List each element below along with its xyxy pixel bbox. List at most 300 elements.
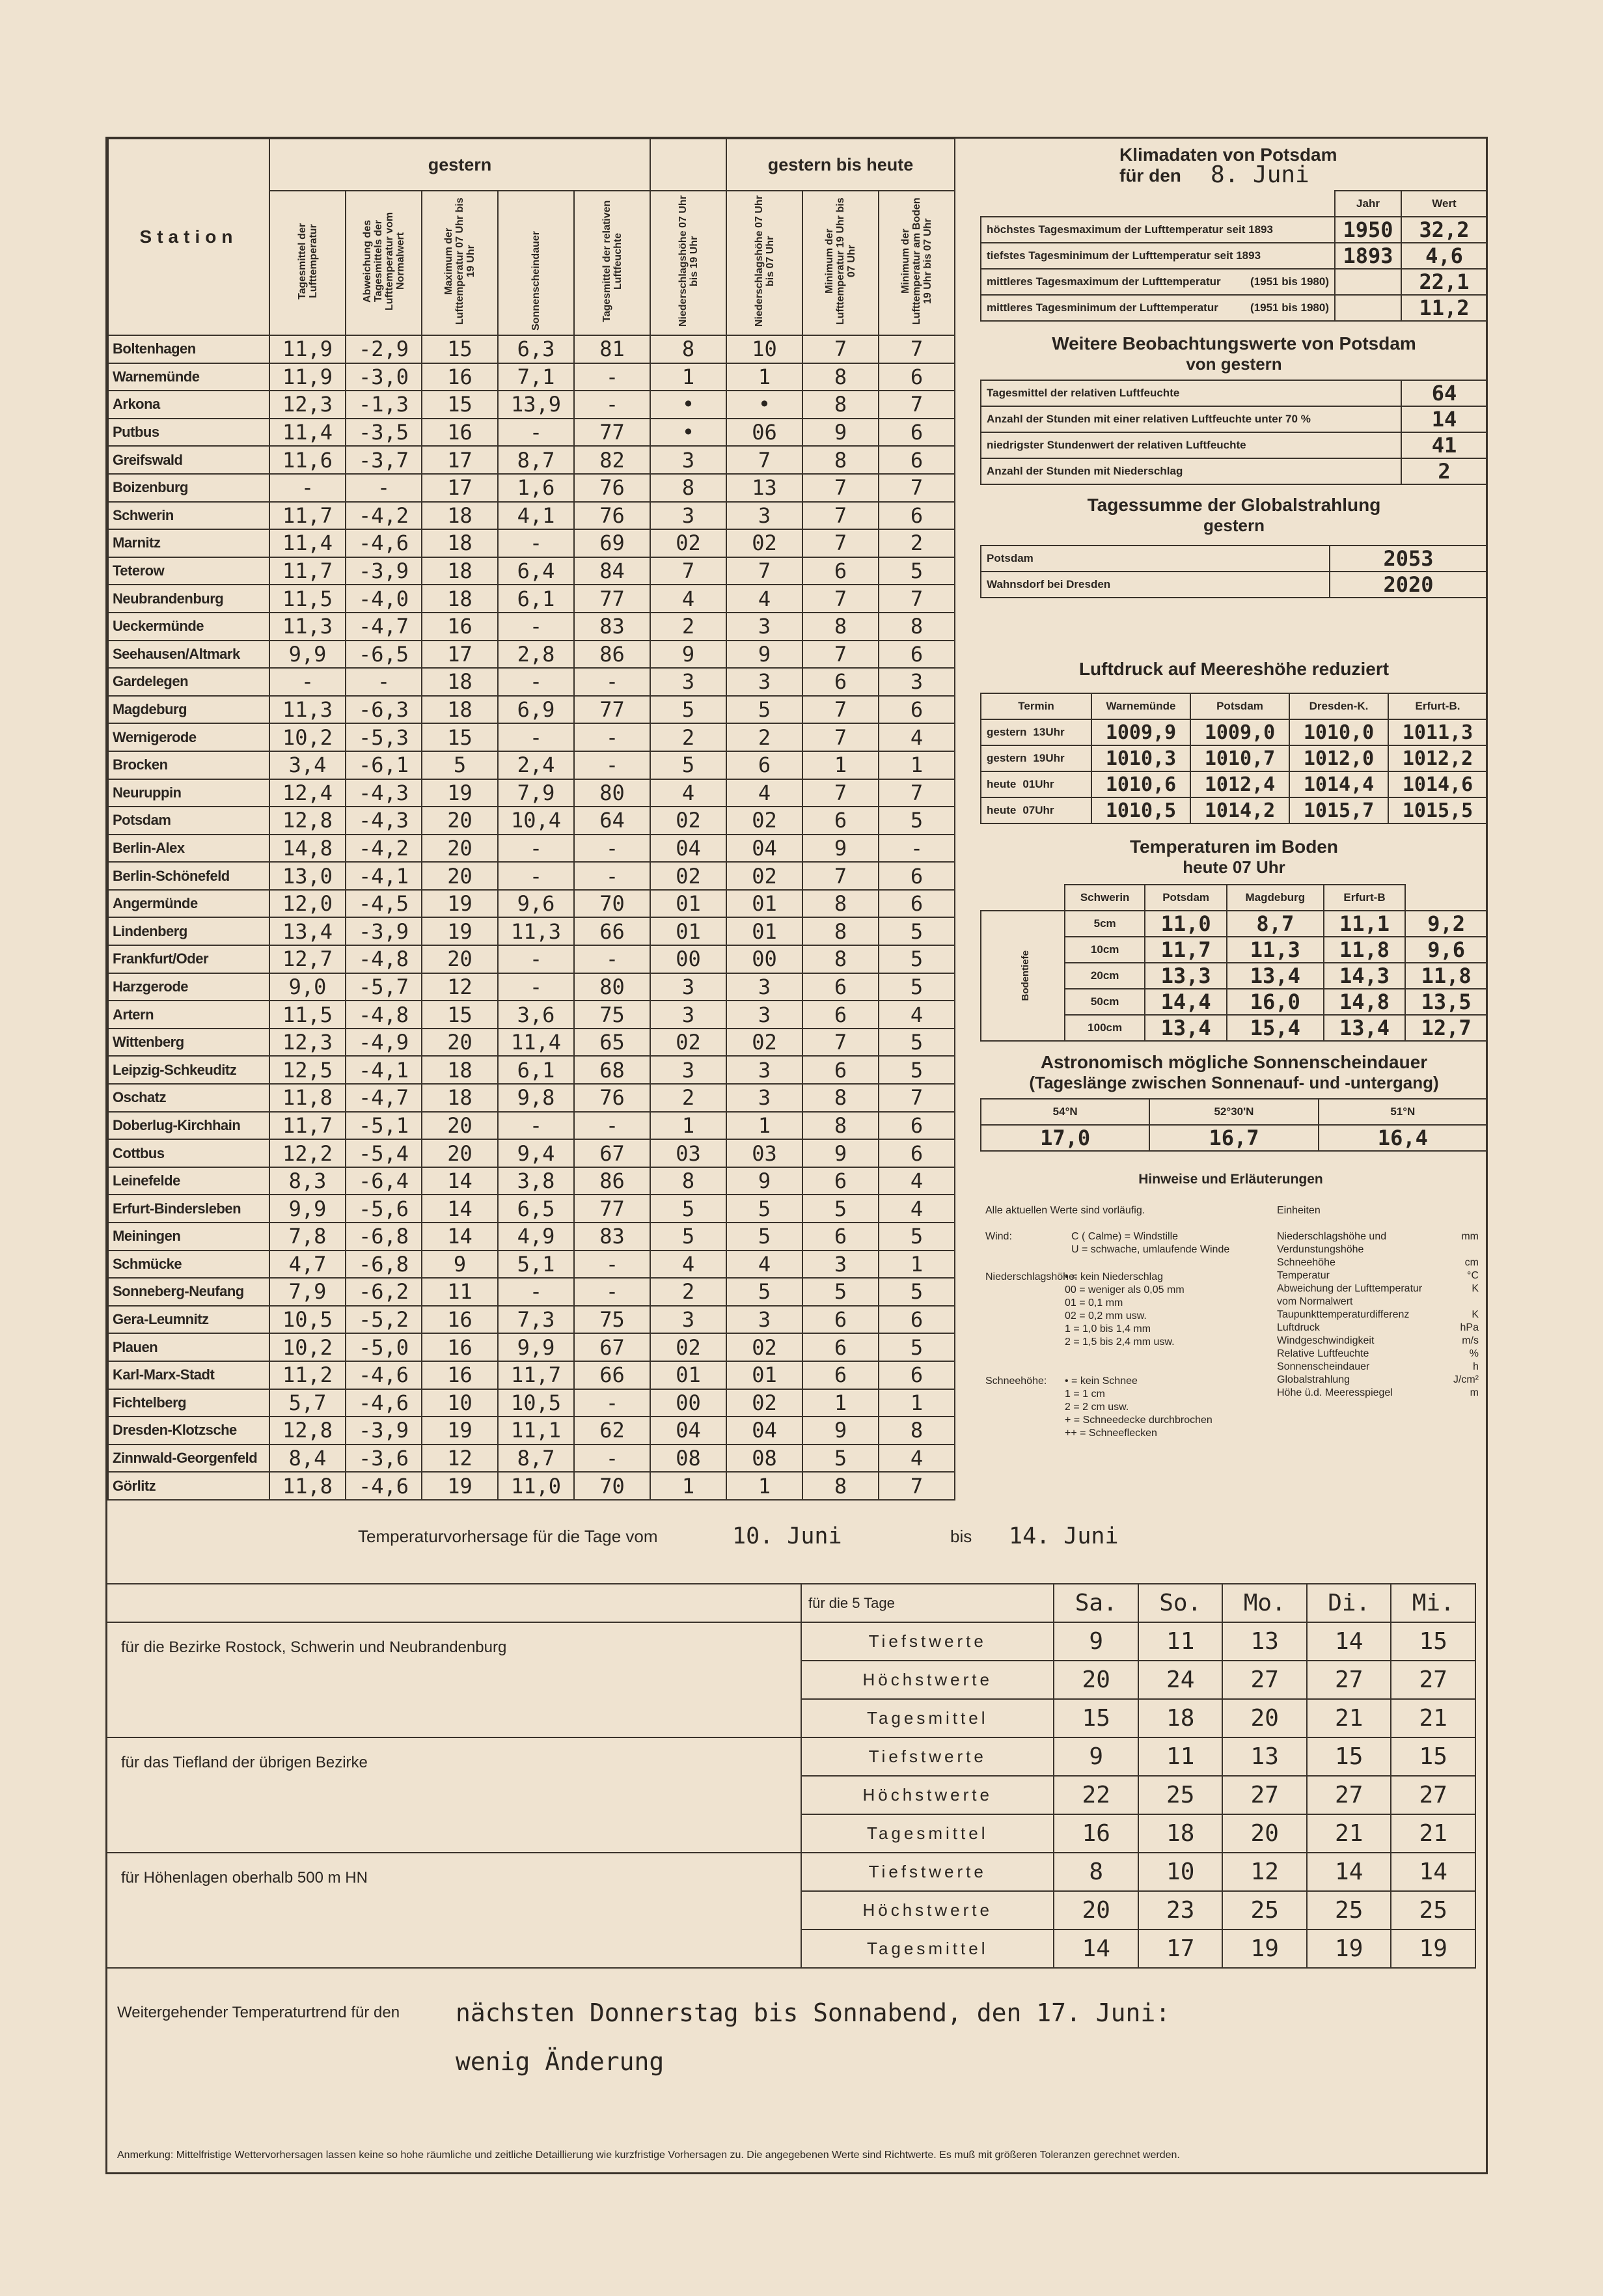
forecast-value: 11 (1138, 1737, 1223, 1776)
station-value: - (574, 1112, 650, 1140)
forecast-row-label: Tiefstwerte (801, 1622, 1054, 1661)
station-value: -3,0 (346, 363, 422, 391)
station-row (108, 1084, 955, 1112)
station-value: - (574, 835, 650, 863)
station-value: 76 (574, 1084, 650, 1112)
climate-year (1335, 295, 1401, 321)
station-value: 77 (574, 585, 650, 613)
station-row (108, 1223, 955, 1251)
station-value: 3 (726, 973, 802, 1001)
station-value: 16 (422, 1361, 498, 1389)
sunshine-panel (980, 1048, 1488, 1152)
forecast-value: 27 (1391, 1661, 1475, 1699)
station-value: -6,1 (346, 751, 422, 779)
station-value: -3,5 (346, 419, 422, 447)
unit-line (1277, 1282, 1479, 1308)
column-header-text: Abweichung des Tagesmittels der Lufttemperatur vom Normalwert (361, 212, 406, 311)
radiation-table (980, 545, 1488, 598)
note-line: 1 = 1,0 bis 1,4 mm (1065, 1323, 1151, 1335)
column-header (879, 191, 955, 335)
soil-value: 8,7 (1227, 911, 1324, 937)
soil-value: 14,4 (1145, 989, 1227, 1015)
forecast-value: 19 (1307, 1929, 1391, 1968)
group-yesterday: gestern (269, 139, 650, 191)
column-header (269, 191, 346, 335)
station-value: 7 (802, 696, 879, 724)
station-value: - (498, 419, 574, 447)
soil-value: 9,2 (1405, 911, 1487, 937)
climate-value: 32,2 (1401, 217, 1487, 243)
radiation-label: Potsdam (981, 546, 1330, 572)
station-value: 70 (574, 1472, 650, 1500)
soil-value: 12,7 (1405, 1015, 1487, 1041)
notes-intro: Alle aktuellen Werte sind vorläufig. (985, 1205, 1145, 1216)
forecast-from: 10. Juni (732, 1523, 842, 1549)
station-value: 9,6 (498, 890, 574, 918)
station-value: 6,1 (498, 1056, 574, 1084)
sunshine-value: 16,4 (1319, 1125, 1487, 1151)
precip-label: Niederschlagshöhe: (985, 1271, 1078, 1282)
station-value: 11,7 (498, 1361, 574, 1389)
station-value: 04 (726, 835, 802, 863)
forecast-value: 18 (1138, 1814, 1223, 1853)
station-value: - (269, 474, 346, 502)
pressure-header: Erfurt-B. (1388, 693, 1487, 719)
station-value: 19 (422, 1417, 498, 1445)
pressure-term (981, 719, 1091, 745)
station-value: - (574, 363, 650, 391)
station-value: 66 (574, 1361, 650, 1389)
forecast-value: 19 (1391, 1929, 1475, 1968)
station-value: 6 (802, 1223, 879, 1251)
station-value: - (498, 1278, 574, 1306)
unit-line (1277, 1348, 1479, 1361)
station-value: 2 (650, 1278, 726, 1306)
station-value: 6,9 (498, 696, 574, 724)
pressure-row (981, 745, 1487, 771)
unit-line (1277, 1335, 1479, 1348)
station-row (108, 391, 955, 419)
station-value: 02 (650, 862, 726, 890)
station-value: 18 (422, 1056, 498, 1084)
column-header (422, 191, 498, 335)
station-value: 15 (422, 1001, 498, 1029)
forecast-to: 14. Juni (1009, 1523, 1119, 1549)
radiation-title: Tagessumme der Globalstrahlung (1087, 495, 1381, 515)
station-value: -4,2 (346, 835, 422, 863)
station-name: Potsdam (108, 807, 269, 835)
station-value: 70 (574, 890, 650, 918)
pressure-value: 1012,2 (1388, 745, 1487, 771)
station-value: -4,1 (346, 862, 422, 890)
station-value: -4,8 (346, 1001, 422, 1029)
station-value: 3 (650, 446, 726, 474)
soil-depth: 5cm (1065, 911, 1145, 937)
station-value: 02 (726, 807, 802, 835)
station-row (108, 335, 955, 363)
unit-name: Globalstrahlung (1277, 1374, 1350, 1385)
pressure-day: heute (987, 778, 1017, 790)
station-value: 5 (726, 1278, 802, 1306)
station-value: -4,8 (346, 945, 422, 973)
station-name: Lindenberg (108, 917, 269, 945)
climate-label (981, 217, 1335, 243)
station-value: 67 (574, 1333, 650, 1361)
forecast-until-word: bis (950, 1527, 972, 1546)
station-value: 16 (422, 363, 498, 391)
unit-line (1277, 1230, 1479, 1256)
station-value: 15 (422, 335, 498, 363)
radiation-value: 2053 (1330, 546, 1487, 572)
station-value: 15 (422, 391, 498, 419)
station-row (108, 779, 955, 807)
station-row (108, 696, 955, 724)
soil-value: 11,1 (1324, 911, 1406, 937)
station-value: 5,7 (269, 1389, 346, 1417)
station-value: - (498, 723, 574, 751)
station-value: 13 (726, 474, 802, 502)
station-value: 3 (726, 1084, 802, 1112)
station-value: 9 (802, 419, 879, 447)
note-line: 1 = 1 cm (1065, 1389, 1105, 1400)
station-value: 77 (574, 419, 650, 447)
observations-subtitle: von gestern (1186, 354, 1282, 374)
unit-name: Luftdruck (1277, 1322, 1320, 1333)
station-value: 12,4 (269, 779, 346, 807)
observation-value: 41 (1401, 432, 1487, 458)
radiation-panel (980, 488, 1488, 598)
station-row (108, 529, 955, 557)
notes-panel (980, 1165, 1481, 1452)
unit-symbol: cm (1464, 1257, 1479, 1268)
station-value: 03 (726, 1139, 802, 1167)
climate-row (981, 243, 1487, 269)
station-value: 5 (879, 1223, 955, 1251)
climate-value: 4,6 (1401, 243, 1487, 269)
station-value: -5,4 (346, 1139, 422, 1167)
station-value: • (650, 419, 726, 447)
station-value: - (346, 668, 422, 696)
station-value: 10,5 (498, 1389, 574, 1417)
station-value: 3 (726, 668, 802, 696)
station-row (108, 641, 955, 669)
soil-header: Potsdam (1145, 885, 1227, 911)
station-value: 6 (802, 1333, 879, 1361)
forecast-value: 16 (1054, 1814, 1138, 1853)
climate-label-text: mittleres Tagesmaximum der Lufttemperatur (987, 275, 1221, 288)
station-value: 10,2 (269, 1333, 346, 1361)
station-value: 7,9 (269, 1278, 346, 1306)
forecast-value: 13 (1222, 1622, 1307, 1661)
station-value: 8 (802, 1472, 879, 1500)
pressure-panel (980, 651, 1488, 824)
unit-line (1277, 1361, 1479, 1374)
forecast-value: 23 (1138, 1891, 1223, 1929)
station-value: 2 (726, 723, 802, 751)
station-value: -4,0 (346, 585, 422, 613)
station-value: 18 (422, 585, 498, 613)
wind-label: Wind: (985, 1231, 1012, 1242)
pressure-header: Potsdam (1190, 693, 1289, 719)
station-value: 7 (802, 529, 879, 557)
pressure-value: 1014,6 (1388, 771, 1487, 797)
station-value: 17 (422, 446, 498, 474)
pressure-term (981, 745, 1091, 771)
station-value: 12,2 (269, 1139, 346, 1167)
station-value: 5 (726, 696, 802, 724)
observation-row (981, 406, 1487, 432)
station-value: 19 (422, 1472, 498, 1500)
station-value: 80 (574, 779, 650, 807)
station-value: 01 (650, 1361, 726, 1389)
station-name: Harzgerode (108, 973, 269, 1001)
station-value: 7,1 (498, 363, 574, 391)
column-header-text: Tagesmittel der Lufttemperatur (296, 223, 319, 299)
station-value: -3,9 (346, 917, 422, 945)
station-name: Erfurt-Bindersleben (108, 1195, 269, 1223)
station-value: - (574, 1251, 650, 1279)
forecast-day: Sa. (1054, 1584, 1138, 1622)
soil-header: Schwerin (1065, 885, 1145, 911)
station-value: 7 (802, 862, 879, 890)
station-value: -5,3 (346, 723, 422, 751)
forecast-value: 27 (1307, 1661, 1391, 1699)
station-value: - (498, 668, 574, 696)
station-value: 9 (802, 1417, 879, 1445)
station-value: 1 (726, 363, 802, 391)
station-row (108, 973, 955, 1001)
station-value: 5 (650, 696, 726, 724)
climate-value: 11,2 (1401, 295, 1487, 321)
forecast-row (105, 1622, 1475, 1661)
station-value: 9 (726, 641, 802, 669)
observation-row (981, 380, 1487, 406)
station-row (108, 1056, 955, 1084)
station-value: 9 (726, 1167, 802, 1195)
forecast-value: 27 (1391, 1776, 1475, 1814)
station-value: 4 (726, 779, 802, 807)
station-value: 76 (574, 502, 650, 530)
station-value: 6 (879, 446, 955, 474)
station-value: 9,9 (269, 641, 346, 669)
station-value: 6 (802, 557, 879, 585)
station-value: 69 (574, 529, 650, 557)
station-value: 02 (650, 807, 726, 835)
pressure-value: 1011,3 (1388, 719, 1487, 745)
station-row (108, 474, 955, 502)
station-row (108, 1361, 955, 1389)
station-value: 81 (574, 335, 650, 363)
station-row (108, 613, 955, 641)
station-value: 3 (802, 1251, 879, 1279)
station-value: 7 (802, 641, 879, 669)
station-value: 4,1 (498, 502, 574, 530)
station-value: 5 (879, 917, 955, 945)
soil-header: Erfurt-B (1324, 885, 1406, 911)
observation-row (981, 432, 1487, 458)
forecast-day: So. (1138, 1584, 1223, 1622)
unit-line (1277, 1321, 1479, 1335)
station-value: 20 (422, 835, 498, 863)
climate-year (1335, 269, 1401, 295)
station-value: 8 (802, 1112, 879, 1140)
station-value: 6 (879, 1139, 955, 1167)
climate-panel (957, 138, 1488, 322)
station-name: Doberlug-Kirchhain (108, 1112, 269, 1140)
station-row (108, 1001, 955, 1029)
forecast-region: für Höhenlagen oberhalb 500 m HN (105, 1853, 801, 1968)
forecast-value: 20 (1054, 1661, 1138, 1699)
climate-date: 8. Juni (1211, 161, 1309, 188)
climate-period: (1951 bis 1980) (1250, 275, 1329, 288)
sunshine-header-row (981, 1099, 1487, 1125)
pressure-value: 1010,0 (1289, 719, 1388, 745)
station-value: - (498, 1112, 574, 1140)
observation-label: niedrigster Stundenwert der relativen Luftfeuchte (981, 432, 1401, 458)
station-value: 6 (879, 1112, 955, 1140)
observations-panel (980, 325, 1488, 485)
station-value: 7,9 (498, 779, 574, 807)
climate-date-prefix: für den (1119, 165, 1181, 186)
station-value: 12 (422, 1445, 498, 1473)
station-value: 4 (879, 723, 955, 751)
station-value: 5 (650, 1195, 726, 1223)
column-header (726, 191, 802, 335)
station-value: - (574, 1389, 650, 1417)
station-value: - (269, 668, 346, 696)
note-line: 02 = 0,2 mm usw. (1065, 1310, 1147, 1321)
station-value: -4,6 (346, 1472, 422, 1500)
station-value: 16 (422, 613, 498, 641)
station-value: 7 (879, 391, 955, 419)
station-value: 00 (650, 945, 726, 973)
station-value: 02 (726, 1029, 802, 1057)
station-value: 83 (574, 613, 650, 641)
station-value: 17 (422, 474, 498, 502)
forecast-title: Temperaturvorhersage für die Tage vom (358, 1527, 658, 1546)
station-name: Meiningen (108, 1223, 269, 1251)
forecast-value: 27 (1222, 1661, 1307, 1699)
station-row (108, 1333, 955, 1361)
station-row (108, 1306, 955, 1334)
station-value: 19 (422, 890, 498, 918)
forecast-value: 15 (1054, 1699, 1138, 1737)
notes-title: Hinweise und Erläuterungen (1138, 1172, 1323, 1187)
station-value: 6 (802, 807, 879, 835)
col-year: Jahr (1335, 191, 1401, 217)
station-value: 12,8 (269, 807, 346, 835)
note-line: • = kein Niederschlag (1065, 1271, 1164, 1282)
station-value: 8 (650, 1167, 726, 1195)
station-value: • (650, 391, 726, 419)
soil-value: 14,8 (1324, 989, 1406, 1015)
station-name: Gardelegen (108, 668, 269, 696)
station-value: 18 (422, 557, 498, 585)
note-line: 01 = 0,1 mm (1065, 1297, 1123, 1308)
station-value: 1 (879, 1251, 955, 1279)
forecast-value: 15 (1307, 1737, 1391, 1776)
station-value: 6 (879, 890, 955, 918)
station-value: 06 (726, 419, 802, 447)
station-value: 3,4 (269, 751, 346, 779)
station-value: 68 (574, 1056, 650, 1084)
soil-depth: 50cm (1065, 989, 1145, 1015)
station-value: 3 (879, 668, 955, 696)
station-value: 9 (650, 641, 726, 669)
station-row (108, 890, 955, 918)
station-value: 02 (726, 862, 802, 890)
station-row (108, 1139, 955, 1167)
station-value: 17 (422, 641, 498, 669)
station-value: 8 (802, 1084, 879, 1112)
forecast-value: 14 (1307, 1853, 1391, 1891)
station-value: -6,8 (346, 1223, 422, 1251)
station-value: 3 (650, 1306, 726, 1334)
unit-symbol: m/s (1462, 1335, 1479, 1346)
unit-symbol: J/cm² (1453, 1374, 1479, 1385)
pressure-header: Dresden-K. (1289, 693, 1388, 719)
station-name: Brocken (108, 751, 269, 779)
station-value: 5 (879, 945, 955, 973)
unit-symbol: K (1472, 1283, 1479, 1294)
station-name: Angermünde (108, 890, 269, 918)
station-value: 9 (422, 1251, 498, 1279)
column-header-text: Minimum der Lufttemperatur 19 Uhr bis 07 Uhr (824, 197, 857, 325)
column-header (802, 191, 879, 335)
station-value: 7 (802, 723, 879, 751)
note-line: + = Schneedecke durchbrochen (1065, 1415, 1213, 1426)
station-value: 6 (802, 1167, 879, 1195)
column-header-text: Niederschlagshöhe 07 Uhr bis 07 Uhr (753, 195, 776, 327)
forecast-value: 12 (1222, 1853, 1307, 1891)
station-name: Leipzig-Schkeuditz (108, 1056, 269, 1084)
station-value: - (574, 1278, 650, 1306)
pressure-value: 1009,9 (1091, 719, 1190, 745)
unit-name: Temperatur (1277, 1270, 1330, 1281)
station-value: 2 (650, 613, 726, 641)
forecast-value: 20 (1222, 1699, 1307, 1737)
climate-label (981, 243, 1335, 269)
station-value: 6 (879, 1361, 955, 1389)
unit-symbol: % (1469, 1348, 1479, 1359)
snow-label: Schneehöhe: (985, 1376, 1047, 1387)
station-value: 00 (726, 945, 802, 973)
station-value: 3 (650, 1056, 726, 1084)
sunshine-header: 52°30'N (1149, 1099, 1318, 1125)
forecast-value: 14 (1054, 1929, 1138, 1968)
station-name: Zinnwald-Georgenfeld (108, 1445, 269, 1473)
station-value: -4,6 (346, 1361, 422, 1389)
station-value: 6 (879, 696, 955, 724)
wind-lines (1071, 1230, 1229, 1256)
station-row (108, 723, 955, 751)
station-value: - (574, 862, 650, 890)
forecast-day: Di. (1307, 1584, 1391, 1622)
station-value: 8 (650, 474, 726, 502)
station-value: - (498, 835, 574, 863)
station-name: Schmücke (108, 1251, 269, 1279)
station-name: Frankfurt/Oder (108, 945, 269, 973)
forecast-table (105, 1583, 1476, 1969)
station-value: 04 (650, 835, 726, 863)
pressure-row (981, 771, 1487, 797)
station-value: 6 (879, 363, 955, 391)
observation-row (981, 458, 1487, 484)
station-value: 10,5 (269, 1306, 346, 1334)
station-name: Boizenburg (108, 474, 269, 502)
station-value: -3,7 (346, 446, 422, 474)
forecast-value: 20 (1054, 1891, 1138, 1929)
